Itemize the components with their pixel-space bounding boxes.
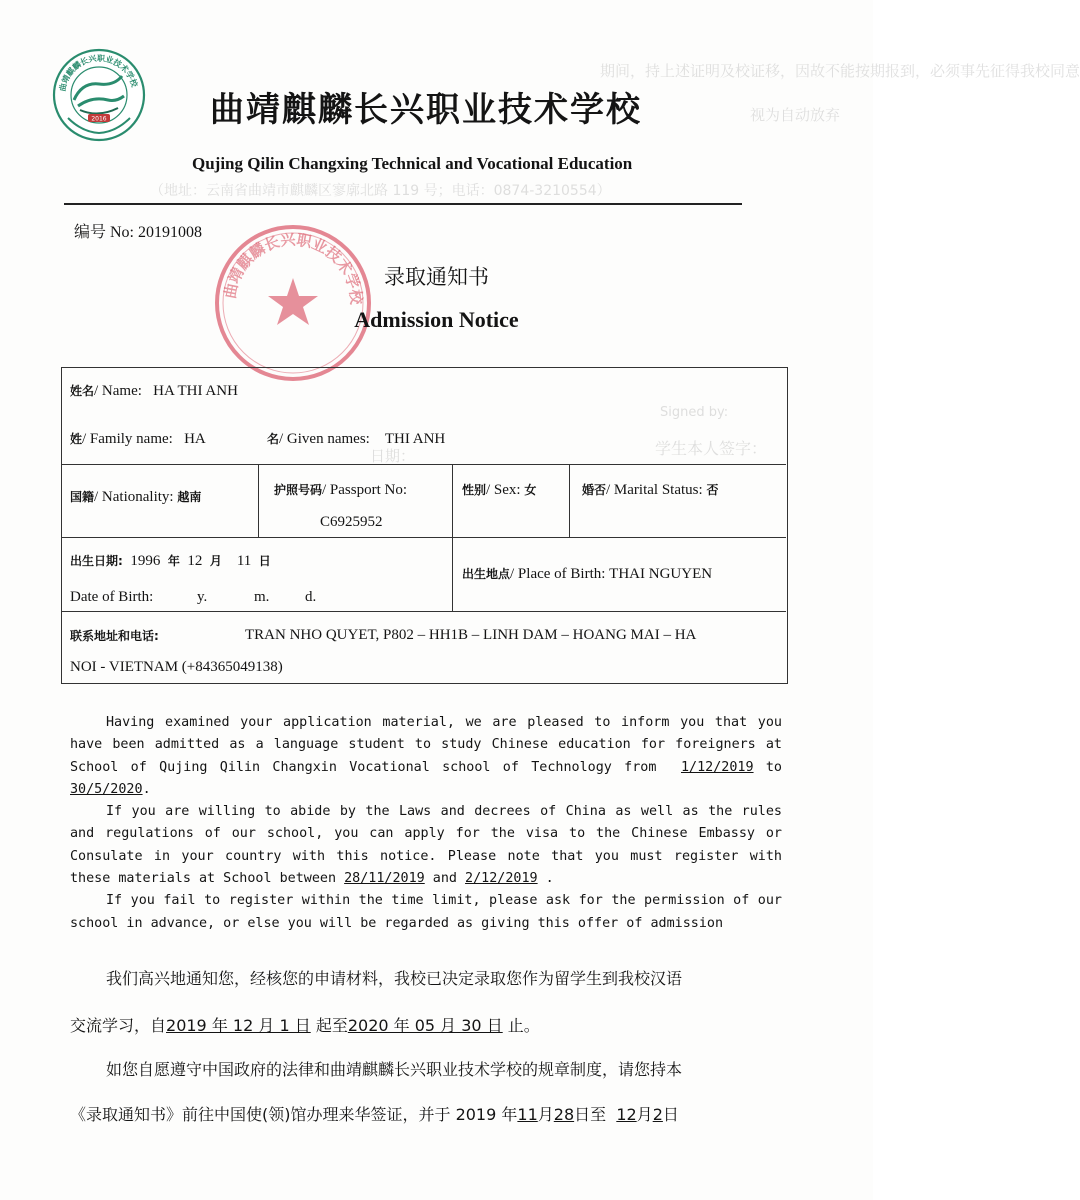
- register-month-1: 11: [517, 1105, 538, 1124]
- family-name-field: [70, 430, 206, 448]
- nationality-label-cn: 国籍: [70, 490, 95, 504]
- name-label-cn: 姓名: [70, 384, 95, 398]
- body-cn-line-4: [70, 1102, 782, 1125]
- school-name-english: Qujing Qilin Changxing Technical and Vocational Education: [192, 154, 633, 173]
- given-names-label-cn: 名: [267, 432, 280, 446]
- student-info-table: [61, 367, 788, 684]
- start-date: 1/12/2019: [681, 759, 754, 775]
- dob-year-unit: 年: [167, 554, 180, 568]
- register-day-2: 2: [652, 1105, 663, 1124]
- body-cn-line-2-text: 交流学习，自: [70, 1016, 167, 1035]
- name-value: HA THI ANH: [153, 383, 238, 399]
- table-divider: [62, 537, 786, 538]
- body-cn-line-2: [70, 1013, 782, 1036]
- family-name-label-cn: 姓: [70, 432, 83, 446]
- marital-status-label: / Marital Status:: [606, 482, 703, 498]
- paragraph-1-text: Having examined your application material, we are pleased to inform you that you have been admitted as a language student to study Chinese education for foreigners at School of Qujing Qilin Changxin Vocational school of Technology from: [70, 715, 782, 775]
- family-name-label: / Family name:: [82, 431, 173, 447]
- body-cn-line-3: 如您自愿遵守中国政府的法律和曲靖麒麟长兴职业技术学校的规章制度，请您持本: [106, 1060, 683, 1079]
- passport-label: / Passport No:: [322, 482, 408, 498]
- given-names-value: THI ANH: [384, 431, 446, 447]
- marital-status-value: 否: [706, 483, 719, 497]
- body-cn-line-2-text: 止。: [507, 1016, 540, 1035]
- dob-y-marker: y.: [197, 589, 208, 605]
- place-of-birth-field: [462, 565, 712, 583]
- paragraph-2-text: If you are willing to abide by the Laws and decrees of China as well as the rules and regulations of our school, you can apply for the visa to the Chinese Embassy or Consulate in your country with this notice. Please note that you must register with these materials at School between: [70, 804, 782, 887]
- document-number: 编号 No: 20191008: [74, 224, 203, 241]
- and-word: and: [432, 871, 457, 887]
- logo-text: 曲靖麒麟长兴职业技术学校: [58, 53, 140, 93]
- nationality-field: [70, 488, 201, 506]
- pob-value: THAI NGUYEN: [609, 566, 713, 582]
- paragraph-3: If you fail to register within the time limit, please ask for the permission of our school in advance, or else you will be regarded as giving this offer of admission: [70, 893, 782, 931]
- header-divider: [64, 203, 742, 205]
- bleed-through-text: 期间，持上述证明及校证移，因故不能按期报到，必须事先征得我校同意: [600, 62, 1080, 80]
- period: .: [142, 781, 151, 797]
- passport-label-cn: 护照号码: [274, 483, 323, 497]
- marital-status-label-cn: 婚否: [582, 483, 607, 497]
- table-divider: [569, 464, 570, 537]
- paragraph-1: [70, 712, 782, 801]
- body-english: [70, 712, 782, 935]
- school-name-chinese: 曲靖麒麟长兴职业技术学校: [210, 90, 642, 130]
- address-line-2: NOI - VIETNAM (+84365049138): [70, 659, 283, 675]
- title-chinese: 录取通知书: [384, 265, 489, 289]
- address-label-cn: 联系地址和电话:: [70, 629, 159, 643]
- table-divider: [62, 611, 786, 612]
- bleed-through-text: Signed by:: [660, 405, 729, 420]
- register-start-date: 28/11/2019: [344, 871, 425, 887]
- body-cn-line-1: 我们高兴地通知您，经核您的申请材料，我校已决定录取您作为留学生到我校汉语: [106, 969, 683, 988]
- nationality-label: / Nationality:: [94, 489, 174, 505]
- dob-year: 1996: [130, 553, 161, 569]
- title-english: Admission Notice: [354, 307, 519, 332]
- table-divider: [258, 464, 259, 537]
- body-cn-line-4-text: 月: [537, 1105, 554, 1124]
- logo-year: 2016: [91, 115, 107, 123]
- dob-d-marker: d.: [305, 589, 317, 605]
- given-names-label: / Given names:: [279, 431, 370, 447]
- address-label: [70, 627, 159, 645]
- register-end-date: 2/12/2019: [465, 871, 538, 887]
- period: .: [545, 871, 554, 887]
- register-month-2: 12: [616, 1105, 637, 1124]
- bleed-through-text: 日期：: [370, 447, 416, 465]
- name-field: [70, 382, 238, 400]
- body-cn-line-4-text: 日至: [574, 1105, 607, 1124]
- school-logo: [52, 48, 146, 142]
- sex-label: / Sex:: [486, 482, 521, 498]
- bleed-through-text: （地址：云南省曲靖市麒麟区寥廓北路 119 号；电话：0874-3210554）: [150, 183, 611, 199]
- table-divider: [452, 464, 453, 611]
- nationality-value: 越南: [177, 490, 202, 504]
- date-of-birth-en: [70, 589, 153, 606]
- official-seal: [212, 222, 374, 384]
- body-cn-line-4-text: 日: [662, 1105, 679, 1124]
- to-word: to: [765, 759, 782, 775]
- family-name-value: HA: [184, 431, 206, 447]
- sex-field: [462, 481, 536, 499]
- body-cn-line-2-text: 起至: [315, 1016, 348, 1035]
- sex-label-cn: 性别: [462, 483, 487, 497]
- given-names-field: [267, 430, 445, 448]
- marital-status-field: [582, 481, 718, 499]
- dob-label: Date of Birth:: [70, 589, 154, 605]
- seal-text: 曲靖麒麟长兴职业技术学校: [220, 230, 366, 306]
- study-end-date-cn: 2020 年 05 月 30 日: [347, 1016, 503, 1035]
- pob-label: / Place of Birth:: [510, 566, 606, 582]
- body-cn-line-4-text: 《录取通知书》前往中国使(领)馆办理来华签证，并于 2019 年: [70, 1105, 518, 1124]
- register-day-1: 28: [553, 1105, 575, 1124]
- body-cn-line-4-text: 月: [636, 1105, 653, 1124]
- end-date: 30/5/2020: [70, 781, 143, 797]
- sex-value: 女: [524, 483, 537, 497]
- passport-value: C6925952: [320, 514, 383, 530]
- passport-field: [274, 481, 407, 499]
- address-line-1: TRAN NHO QUYET, P802 – HH1B – LINH DAM – HOANG MAI – HA: [245, 627, 697, 643]
- dob-day-unit: 日: [258, 554, 271, 568]
- pob-label-cn: 出生地点: [462, 567, 511, 581]
- dob-m-marker: m.: [254, 589, 270, 605]
- dob-month-unit: 月: [209, 554, 222, 568]
- dob-month: 12: [187, 553, 203, 569]
- study-start-date-cn: 2019 年 12 月 1 日: [166, 1016, 311, 1035]
- name-label: / Name:: [94, 383, 142, 399]
- dob-label-cn: 出生日期:: [70, 554, 123, 568]
- dob-day: 11: [236, 553, 252, 569]
- date-of-birth-cn: [70, 552, 271, 570]
- bleed-through-text: 学生本人签字：: [655, 439, 768, 458]
- table-divider: [62, 464, 786, 465]
- bleed-through-text: 视为自动放弃: [750, 106, 841, 124]
- paragraph-2: [70, 801, 782, 890]
